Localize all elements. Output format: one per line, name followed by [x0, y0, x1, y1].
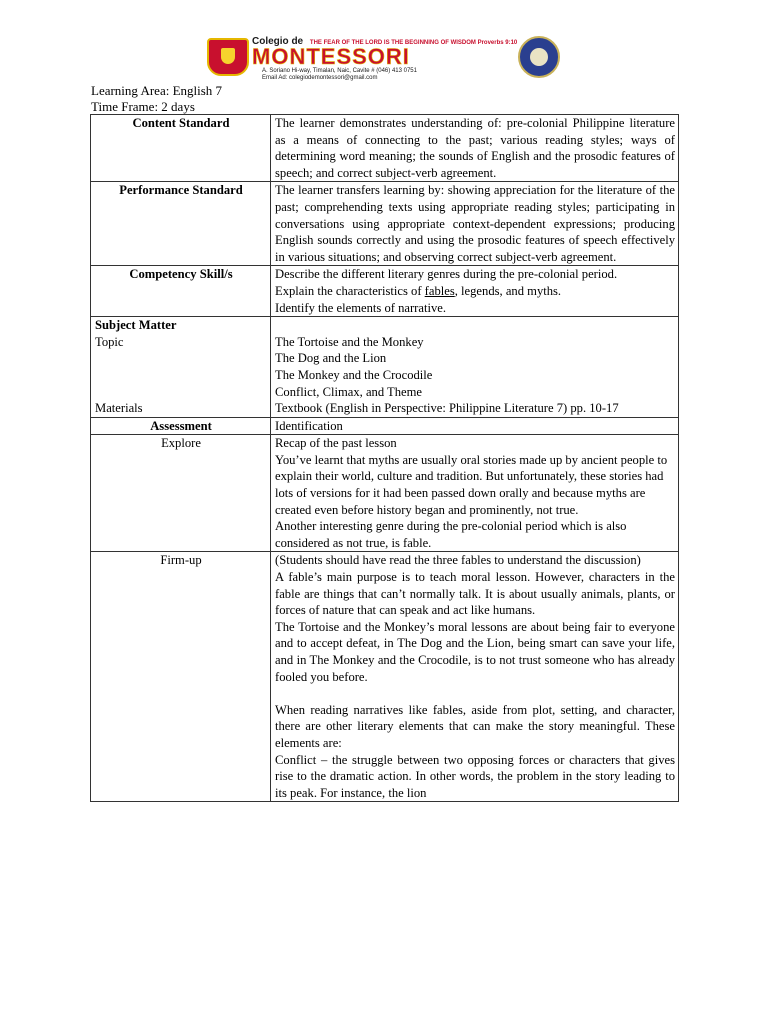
topic-item: The Dog and the Lion: [275, 351, 387, 366]
assessment-text: Identification: [271, 417, 679, 435]
table-row: [91, 552, 679, 802]
fables-underlined: fables: [424, 283, 455, 298]
school-colegio-text: Colegio de: [252, 36, 304, 47]
explore-text: [271, 435, 679, 552]
school-name: MONTESSORI: [252, 44, 410, 69]
table-row: [91, 115, 679, 182]
content-standard-text: The learner demonstrates understanding of: pre-colonial Philippine literature as a means of connecting to the past; various reading styles; ways of determining word meaning; the sounds of English and the prosodic features of speech; and correct subject-verb agreement.: [271, 115, 679, 182]
school-seal-icon: [207, 38, 249, 76]
competency-line-3: Identify the elements of narrative.: [275, 300, 446, 315]
firmup-label: Firm-up: [91, 552, 271, 802]
explore-paragraph-2: Another interesting genre during the pre-colonial period which is also considered as not true, is fable.: [275, 519, 627, 550]
materials-label: Materials: [95, 401, 143, 416]
subject-matter-label: Subject Matter: [95, 318, 177, 333]
firmup-paragraph-3: The Tortoise and the Monkey’s moral lessons are about being fair to everyone and to accept defeat, in The Dog and the Lion, being smart can save your life, and in The Monkey and the Crocodile, is to not trust someone who has already fooled you before.: [275, 619, 675, 684]
content-standard-label: Content Standard: [91, 115, 271, 182]
competency-label: Competency Skill/s: [91, 266, 271, 317]
table-row: [91, 317, 679, 418]
topic-label: Topic: [95, 334, 124, 349]
firmup-paragraph-5: Conflict – the struggle between two opposing forces or characters that gives rise to the dramatic action. In other words, the problem in the story leading to its peak. For instance, the lion: [275, 752, 675, 800]
table-row: [91, 417, 679, 435]
firmup-paragraph-4: When reading narratives like fables, aside from plot, setting, and character, there are other literary elements that can make the story meaningful. These elements are:: [275, 702, 675, 750]
school-header: [0, 30, 768, 80]
school-email: Email Ad: colegiodemontessori@gmail.com: [262, 75, 378, 81]
deped-seal-icon: [518, 36, 560, 78]
table-row: [91, 182, 679, 266]
materials-text: Textbook (English in Perspective: Philippine Literature 7) pp. 10-17: [275, 401, 619, 416]
lesson-plan-table: [90, 114, 679, 802]
explore-label: Explore: [91, 435, 271, 552]
school-address: A. Soriano Hi-way, Timalan, Naic, Cavite # (046) 413 0751: [262, 68, 417, 74]
explore-recap: Recap of the past lesson: [275, 436, 397, 451]
performance-standard-label: Performance Standard: [91, 182, 271, 266]
firmup-text: [271, 552, 679, 802]
topic-item: The Tortoise and the Monkey: [275, 334, 424, 349]
explore-paragraph-1: You’ve learnt that myths are usually oral stories made up by ancient people to explain their world, culture and tradition. But unfortunately, these stories had lots of versions for it had been passed down orally and because myths are created even before history began and prominently, not true.: [275, 452, 668, 517]
competency-text: [271, 266, 679, 317]
competency-line-2: [275, 283, 675, 300]
school-motto: THE FEAR OF THE LORD IS THE BEGINNING OF WISDOM Proverbs 9:10: [309, 40, 518, 46]
firmup-paragraph-2: A fable’s main purpose is to teach moral lesson. However, characters in the fable are things that can’t normally talk. It is about usually animals, plants, or forces of nature that can speak and act like humans.: [275, 570, 675, 618]
assessment-label: Assessment: [91, 417, 271, 435]
performance-standard-text: The learner transfers learning by: showing appreciation for the literature of the past; comprehending texts using appropriate reading styles; participating in conversations using appropriate context-dependent expressions; producing English sounds correctly and using the prosodic features of speech effectively in various situations; and observing correct subject-verb agreement.: [271, 182, 679, 266]
table-row: [91, 266, 679, 317]
competency-line-1: Describe the different literary genres during the pre-colonial period.: [275, 267, 618, 282]
learning-area: Learning Area: English 7: [91, 83, 223, 98]
topic-item: The Monkey and the Crocodile: [275, 367, 433, 382]
table-row: [91, 435, 679, 552]
competency-line-2-start: Explain the characteristics of: [275, 283, 425, 298]
topic-item: Conflict, Climax, and Theme: [275, 384, 423, 399]
time-frame: Time Frame: 2 days: [91, 99, 195, 114]
competency-line-2-end: , legends, and myths.: [454, 283, 562, 298]
firmup-paragraph-1: (Students should have read the three fables to understand the discussion): [275, 553, 641, 568]
subject-matter-labels: [91, 317, 271, 418]
subject-matter-content: [271, 317, 679, 418]
